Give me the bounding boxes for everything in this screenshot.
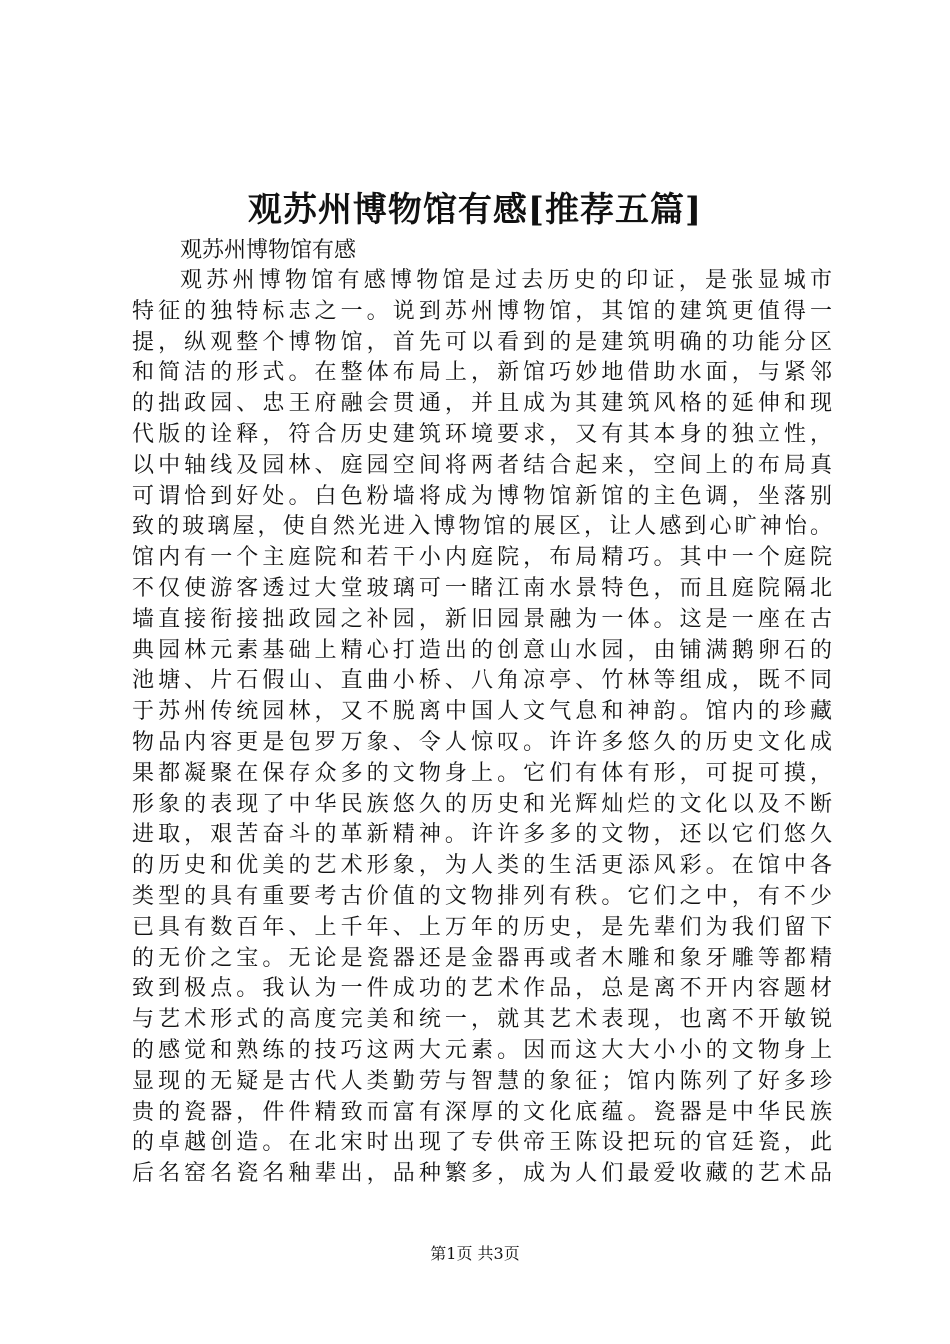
document-title: 观苏州博物馆有感[推荐五篇] <box>247 190 703 230</box>
paragraph-line: 贵的瓷器，件件精致而富有深厚的文化底蕴。瓷器是中华民族 <box>132 1099 832 1125</box>
paragraph-line: 已具有数百年、上千年、上万年的历史，是先辈们为我们留下 <box>132 914 832 940</box>
paragraph-line: 可谓恰到好处。白色粉墙将成为博物馆新馆的主色调，坐落别 <box>132 483 832 509</box>
paragraph-line: 墙直接衔接拙政园之补园，新旧园景融为一体。这是一座在古 <box>132 606 832 632</box>
paragraph-line: 典园林元素基础上精心打造出的创意山水园，由铺满鹅卵石的 <box>132 637 832 663</box>
paragraph-line: 观苏州博物馆有感博物馆是过去历史的印证，是张显城市 <box>180 268 832 293</box>
paragraph-line: 特征的独特标志之一。说到苏州博物馆，其馆的建筑更值得一 <box>132 298 832 324</box>
paragraph-line: 进取，艰苦奋斗的革新精神。许许多多的文物，还以它们悠久 <box>132 822 832 848</box>
page-footer: 第1页 共3页 <box>430 1244 520 1263</box>
paragraph-line: 后名窑名瓷名釉辈出，品种繁多，成为人们最爱收藏的艺术品 <box>132 1161 832 1187</box>
paragraph-line: 提，纵观整个博物馆，首先可以看到的是建筑明确的功能分区 <box>132 329 832 355</box>
paragraph-line: 物品内容更是包罗万象、令人惊叹。许许多悠久的历史文化成 <box>132 730 832 755</box>
paragraph-line: 形象的表现了中华民族悠久的历史和光辉灿烂的文化以及不断 <box>132 791 832 817</box>
paragraph-line: 以中轴线及园林、庭园空间将两者结合起来，空间上的布局真 <box>132 452 832 478</box>
paragraph-line: 的历史和优美的艺术形象，为人类的生活更添风彩。在馆中各 <box>132 853 832 879</box>
document-subtitle: 观苏州博物馆有感 <box>180 238 357 263</box>
paragraph-line: 和简洁的形式。在整体布局上，新馆巧妙地借助水面，与紧邻 <box>132 360 832 386</box>
paragraph-line: 果都凝聚在保存众多的文物身上。它们有体有形，可捉可摸， <box>132 760 832 786</box>
paragraph-line: 致的玻璃屋，使自然光进入博物馆的展区，让人感到心旷神怡。 <box>132 514 832 540</box>
paragraph-line: 代版的诠释，符合历史建筑环境要求，又有其本身的独立性， <box>132 422 832 447</box>
paragraph-line: 致到极点。我认为一件成功的艺术作品，总是离不开内容题材 <box>132 976 832 1002</box>
paragraph-line: 馆内有一个主庭院和若干小内庭院，布局精巧。其中一个庭院 <box>132 545 832 571</box>
paragraph-line: 不仅使游客透过大堂玻璃可一睹江南水景特色，而且庭院隔北 <box>132 576 832 601</box>
paragraph-line: 的感觉和熟练的技巧这两大元素。因而这大大小小的文物身上 <box>132 1038 832 1063</box>
paragraph-line: 于苏州传统园林，又不脱离中国人文气息和神韵。馆内的珍藏 <box>132 699 832 725</box>
paragraph-line: 的卓越创造。在北宋时出现了专供帝王陈设把玩的官廷瓷，此 <box>132 1130 832 1156</box>
paragraph-line: 池塘、片石假山、直曲小桥、八角凉亭、竹林等组成，既不同 <box>132 668 832 694</box>
paragraph-line: 类型的具有重要考古价值的文物排列有秩。它们之中，有不少 <box>132 884 832 909</box>
paragraph-line: 的拙政园、忠王府融会贯通，并且成为其建筑风格的延伸和现 <box>132 391 832 417</box>
paragraph-line: 与艺术形式的高度完美和统一，就其艺术表现，也离不开敏锐 <box>132 1007 832 1033</box>
paragraph-line: 的无价之宝。无论是瓷器还是金器再或者木雕和象牙雕等都精 <box>132 945 832 971</box>
paragraph-line: 显现的无疑是古代人类勤劳与智慧的象征；馆内陈列了好多珍 <box>132 1068 832 1094</box>
